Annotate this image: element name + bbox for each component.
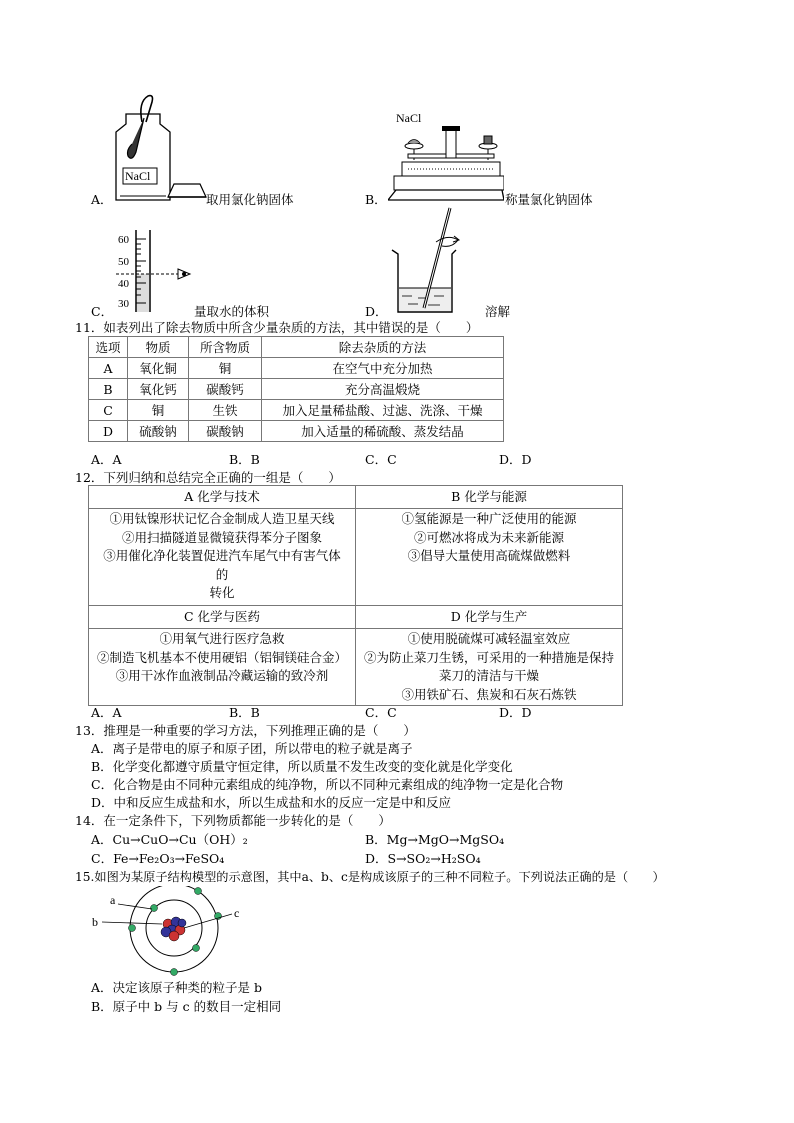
option-caption: 取用氯化钠固体 <box>206 192 294 207</box>
question-13-stem: 13．推理是一种重要的学习方法，下列推理正确的是（ ） <box>75 723 416 738</box>
q14-option-b: B．Mg→MgO→MgSO₄ <box>365 832 505 847</box>
svg-text:60: 60 <box>118 234 129 246</box>
option-label: D． <box>365 304 388 319</box>
svg-text:30: 30 <box>118 298 129 310</box>
label-b: b <box>92 915 98 929</box>
q11-options: A．A B．B C．C D．D <box>91 452 532 467</box>
bottle-label: NaCl <box>125 169 151 183</box>
q15-option-b: B．原子中 b 与 c 的数目一定相同 <box>91 999 282 1014</box>
reagent-bottle-with-spoon-figure <box>108 92 208 204</box>
cell-title: A 化学与技术 <box>89 486 356 509</box>
cell-c-items: ①用氧气进行医疗急救 ②制造飞机基本不使用硬铝（铝铜镁硅合金） ③用干冰作血液制品冷藏运输的致冷剂 <box>89 629 356 706</box>
q15-option-a: A．决定该原子种类的粒子是 b <box>91 980 263 995</box>
graduated-cylinder-figure <box>114 228 194 312</box>
cell-title: C 化学与医药 <box>89 606 356 629</box>
option-label: C． <box>91 304 114 319</box>
label-a: a <box>110 893 116 907</box>
cell-b-items: ①氢能源是一种广泛使用的能源 ②可燃冰将成为未来新能源 ③倡导大量使用高硫煤做燃料 <box>356 509 623 606</box>
table-header-row: 选项 物质 所含物质 除去杂质的方法 <box>89 337 504 358</box>
q13-option-a: A．离子是带电的原子和原子团，所以带电的粒子就是离子 <box>91 741 413 756</box>
q13-option-c: C．化合物是由不同种元素组成的纯净物，所以不同种元素组成的纯净物一定是化合物 <box>91 777 564 792</box>
option-caption: 溶解 <box>485 304 511 319</box>
option-label: A． <box>91 192 113 207</box>
q11-table <box>88 336 504 442</box>
cell-title: B 化学与能源 <box>356 486 623 509</box>
q12-table <box>88 485 623 706</box>
svg-text:40: 40 <box>118 278 129 290</box>
q13-option-d: D．中和反应生成盐和水，所以生成盐和水的反应一定是中和反应 <box>91 795 452 810</box>
cell-title: D 化学与生产 <box>356 606 623 629</box>
cell-d-items: ①使用脱硫煤可减轻温室效应 ②为防止菜刀生锈，可采用的一种措施是保持菜刀的清洁与干燥 ③用铁矿石、焦炭和石灰石炼铁 <box>356 629 623 706</box>
question-15-stem: 15.如图为某原子结构模型的示意图，其中a、b、c是构成该原子的三种不同粒子。下列说法正确的是（ ） <box>75 870 665 884</box>
question-12-stem: 12．下列归纳和总结完全正确的一组是（ ） <box>75 470 341 485</box>
option-label: B． <box>365 192 387 207</box>
question-11-stem: 11．如表列出了除去物质中所含少量杂质的方法，其中错误的是（ ） <box>75 320 479 335</box>
balance-scale-figure <box>388 108 504 208</box>
q14-option-c: C．Fe→Fe₂O₃→FeSO₄ <box>91 851 225 866</box>
atom-model-figure <box>88 886 258 976</box>
cell-a-items: ①用钛镍形状记忆合金制成人造卫星天线 ②用扫描隧道显微镜获得苯分子图象 ③用催化净化装置促进汽车尾气中有害气体的 转化 <box>89 509 356 606</box>
table-row: C 铜 生铁 加入足量稀盐酸、过滤、洗涤、干燥 <box>89 400 504 421</box>
nucleus <box>161 917 186 941</box>
q14-option-d: D．S→SO₂→H₂SO₄ <box>365 851 481 866</box>
q14-option-a: A．Cu→CuO→Cu（OH）₂ <box>91 832 248 847</box>
table-row: B 氧化钙 碳酸钙 充分高温煅烧 <box>89 379 504 400</box>
question-14-stem: 14．在一定条件下，下列物质都能一步转化的是（ ） <box>75 813 391 828</box>
beaker-with-stirring-rod-figure <box>388 206 470 318</box>
table-row: A 氧化铜 铜 在空气中充分加热 <box>89 358 504 379</box>
option-caption: 量取水的体积 <box>194 304 270 319</box>
option-caption: 称量氯化钠固体 <box>505 192 593 207</box>
balance-label: NaCl <box>396 111 422 125</box>
svg-text:50: 50 <box>118 256 129 268</box>
q12-options: A．A B．B C．C D．D <box>91 705 532 720</box>
table-row: D 硫酸钠 碳酸钠 加入适量的稀硫酸、蒸发结晶 <box>89 421 504 442</box>
q13-option-b: B．化学变化都遵守质量守恒定律，所以质量不发生改变的变化就是化学变化 <box>91 759 513 774</box>
label-c: c <box>234 906 240 920</box>
